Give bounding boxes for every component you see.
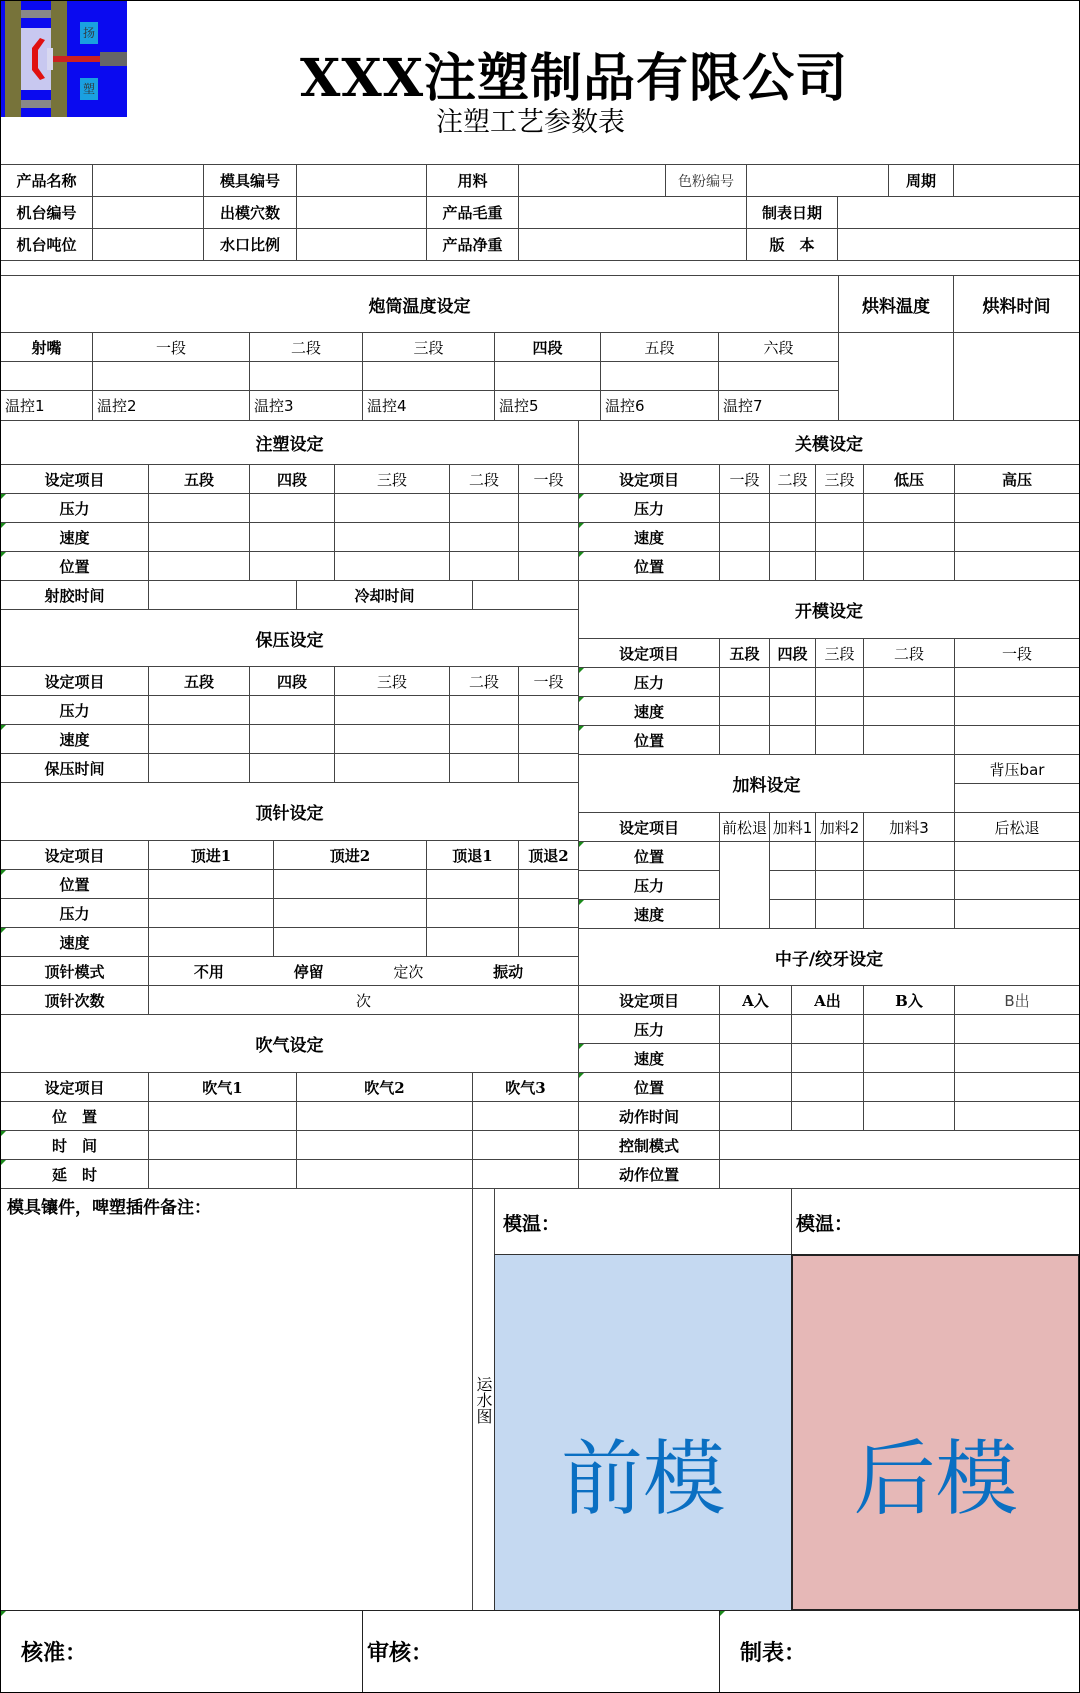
clamp-header-3: 三段	[815, 464, 864, 494]
input-net-weight[interactable]	[518, 228, 747, 261]
label-control-mode: 控制模式	[578, 1130, 720, 1160]
input-inject-time[interactable]	[148, 580, 297, 610]
input-control-mode[interactable]	[719, 1130, 1080, 1160]
open-row-speed: 速度	[578, 696, 720, 726]
input-gross-weight[interactable]	[518, 196, 747, 229]
open-header-4: 四段	[769, 638, 816, 668]
section-title-blow: 吹气设定	[0, 1014, 579, 1073]
label-cavities: 出模穴数	[203, 196, 297, 229]
label-net-weight: 产品净重	[426, 228, 519, 261]
hold-header-5: 五段	[148, 666, 250, 696]
label-cycle: 周期	[888, 164, 954, 197]
input-toner-no[interactable]	[746, 164, 889, 197]
clamp-header-item: 设定项目	[578, 464, 720, 494]
company-title: XXX注塑制品有限公司	[300, 48, 849, 109]
ejector-header-fwd1: 顶进1	[148, 840, 274, 870]
charge-row-speed: 速度	[578, 899, 720, 929]
input-drying-time[interactable]	[953, 332, 1080, 421]
charge-header-1: 加料1	[769, 812, 816, 842]
label-drying-time: 烘料时间	[953, 275, 1080, 333]
blow-row-time: 时 间	[0, 1130, 149, 1160]
injection-header-1: 一段	[518, 464, 579, 494]
input-cool-time[interactable]	[472, 580, 579, 610]
input-machine-no[interactable]	[92, 196, 204, 229]
input-barrel-3[interactable]	[362, 361, 495, 391]
input-barrel-5[interactable]	[600, 361, 719, 391]
clamp-header-1: 一段	[719, 464, 770, 494]
signoff-approve[interactable]: 核准：	[0, 1610, 363, 1693]
company-logo	[0, 0, 127, 117]
open-header-5: 五段	[719, 638, 770, 668]
label-product-name: 产品名称	[0, 164, 93, 197]
input-material[interactable]	[518, 164, 666, 197]
core-row-speed: 速度	[578, 1043, 720, 1073]
label-toner-no: 色粉编号	[665, 164, 747, 197]
clamp-row-position: 位置	[578, 551, 720, 581]
label-drying-temp: 烘料温度	[838, 275, 954, 333]
ejector-row-speed: 速度	[0, 927, 149, 957]
temp-control-1: 温控1	[0, 390, 93, 421]
injection-header-3: 三段	[334, 464, 450, 494]
input-cavities[interactable]	[296, 196, 427, 229]
core-row-action-time: 动作时间	[578, 1101, 720, 1131]
notes-area[interactable]	[0, 1188, 473, 1611]
hold-row-speed: 速度	[0, 724, 149, 754]
ejector-mode-options[interactable]	[148, 956, 579, 986]
hold-grid[interactable]	[148, 695, 579, 783]
barrel-stage-nozzle: 射嘴	[0, 332, 93, 362]
input-back-pressure[interactable]	[954, 783, 1080, 813]
label-runner-ratio: 水口比例	[203, 228, 297, 261]
charge-header-2: 加料2	[815, 812, 864, 842]
input-version[interactable]	[837, 228, 1080, 261]
label-action-position: 动作位置	[578, 1159, 720, 1189]
blow-row-delay: 延 时	[0, 1159, 149, 1189]
clamp-row-pressure: 压力	[578, 493, 720, 523]
label-inject-time: 射胶时间	[0, 580, 149, 610]
water-diagram-label: 运水图	[472, 1188, 495, 1611]
input-barrel-nozzle[interactable]	[0, 361, 93, 391]
injection-header-2: 二段	[449, 464, 519, 494]
section-title-core: 中子/绞牙设定	[578, 928, 1080, 986]
open-header-1: 一段	[954, 638, 1080, 668]
hold-header-item: 设定项目	[0, 666, 149, 696]
input-barrel-1[interactable]	[92, 361, 250, 391]
input-date[interactable]	[837, 196, 1080, 229]
clamp-header-2: 二段	[769, 464, 816, 494]
barrel-stage-2: 二段	[249, 332, 363, 362]
label-tonnage: 机台吨位	[0, 228, 93, 261]
input-drying-temp[interactable]	[838, 332, 954, 421]
blow-header-1: 吹气1	[148, 1072, 297, 1102]
blow-header-item: 设定项目	[0, 1072, 149, 1102]
core-header-a-in: A入	[719, 985, 792, 1015]
clamp-header-low: 低压	[863, 464, 955, 494]
signoff-prepare[interactable]: 制表：	[719, 1610, 1080, 1693]
label-machine-no: 机台编号	[0, 196, 93, 229]
input-tonnage[interactable]	[92, 228, 204, 261]
injection-machine-icon	[0, 0, 127, 117]
input-product-name[interactable]	[92, 164, 204, 197]
barrel-stage-3: 三段	[362, 332, 495, 362]
input-barrel-4[interactable]	[494, 361, 601, 391]
label-back-pressure: 背压bar	[954, 754, 1080, 784]
core-grid[interactable]	[719, 1014, 1080, 1131]
hold-header-1: 一段	[518, 666, 579, 696]
injection-row-position: 位置	[0, 551, 149, 581]
label-ejector-mode: 顶针模式	[0, 956, 149, 986]
ejector-row-position: 位置	[0, 869, 149, 899]
section-title-charge: 加料设定	[578, 754, 955, 813]
barrel-stage-4: 四段	[494, 332, 601, 362]
core-row-position: 位置	[578, 1072, 720, 1102]
ejector-header-fwd2: 顶进2	[273, 840, 427, 870]
input-barrel-2[interactable]	[249, 361, 363, 391]
input-cycle[interactable]	[953, 164, 1080, 197]
ejector-mode-vibrate[interactable]: 振动	[493, 962, 524, 981]
blow-row-position: 位 置	[0, 1101, 149, 1131]
clamp-header-high: 高压	[954, 464, 1080, 494]
input-mold-no[interactable]	[296, 164, 427, 197]
temp-control-3: 温控3	[249, 390, 363, 421]
section-title-ejector: 顶针设定	[0, 782, 579, 841]
blow-grid[interactable]	[148, 1101, 579, 1189]
back-mold-area[interactable]: 后模	[791, 1254, 1080, 1611]
open-header-item: 设定项目	[578, 638, 720, 668]
charge-header-suckback-front: 前松退	[719, 812, 770, 842]
notes-label: 模具镶件，啤塑插件备注：	[7, 1198, 211, 1218]
ejector-mode-none[interactable]: 不用	[193, 962, 224, 981]
open-grid[interactable]	[719, 667, 1080, 755]
blow-header-2: 吹气2	[296, 1072, 473, 1102]
section-title-clamp: 关模设定	[578, 420, 1080, 465]
section-title-hold: 保压设定	[0, 609, 579, 667]
charge-header-3: 加料3	[863, 812, 955, 842]
charge-header-suckback-back: 后松退	[954, 812, 1080, 842]
input-action-position[interactable]	[719, 1159, 1080, 1189]
hold-row-pressure: 压力	[0, 695, 149, 725]
barrel-stage-5: 五段	[600, 332, 719, 362]
charge-header-item: 设定项目	[578, 812, 720, 842]
injection-header-item: 设定项目	[0, 464, 149, 494]
temp-control-7: 温控7	[718, 390, 839, 421]
ejector-count-unit: 次	[355, 991, 371, 1010]
logo-char-2: 塑	[83, 82, 96, 96]
input-suckback-front[interactable]	[719, 841, 770, 929]
charge-row-position: 位置	[578, 841, 720, 871]
injection-grid[interactable]	[148, 493, 579, 581]
front-mold-area[interactable]: 前模	[494, 1254, 792, 1611]
label-back-mold-temp: 模温：	[791, 1188, 1080, 1256]
hold-row-time: 保压时间	[0, 753, 149, 783]
blow-header-3: 吹气3	[472, 1072, 579, 1102]
signoff-review[interactable]: 审核：	[362, 1610, 720, 1693]
label-mold-no: 模具编号	[203, 164, 297, 197]
barrel-stage-6: 六段	[718, 332, 839, 362]
label-cool-time: 冷却时间	[296, 580, 473, 610]
barrel-stage-1: 一段	[92, 332, 250, 362]
temp-control-4: 温控4	[362, 390, 495, 421]
temp-control-6: 温控6	[600, 390, 719, 421]
label-gross-weight: 产品毛重	[426, 196, 519, 229]
open-row-pressure: 压力	[578, 667, 720, 697]
hold-header-2: 二段	[449, 666, 519, 696]
open-header-3: 三段	[815, 638, 864, 668]
logo-char-1: 扬	[83, 26, 96, 40]
core-header-b-out: B出	[954, 985, 1080, 1015]
charge-row-pressure: 压力	[578, 870, 720, 900]
injection-row-pressure: 压力	[0, 493, 149, 523]
label-version: 版 本	[746, 228, 838, 261]
section-title-injection: 注塑设定	[0, 420, 579, 465]
label-date: 制表日期	[746, 196, 838, 229]
label-material: 用料	[426, 164, 519, 197]
core-row-pressure: 压力	[578, 1014, 720, 1044]
section-title-barrel: 炮筒温度设定	[0, 275, 839, 333]
open-header-2: 二段	[863, 638, 955, 668]
label-ejector-count: 顶针次数	[0, 985, 149, 1015]
input-barrel-6[interactable]	[718, 361, 839, 391]
ejector-header-back1: 顶退1	[426, 840, 519, 870]
ejector-header-item: 设定项目	[0, 840, 149, 870]
ejector-mode-count[interactable]: 定次	[393, 962, 424, 981]
ejector-header-back2: 顶退2	[518, 840, 579, 870]
hold-header-3: 三段	[334, 666, 450, 696]
input-ejector-count[interactable]	[148, 985, 579, 1015]
temp-control-5: 温控5	[494, 390, 601, 421]
injection-row-speed: 速度	[0, 522, 149, 552]
injection-header-5: 五段	[148, 464, 250, 494]
clamp-row-speed: 速度	[578, 522, 720, 552]
clamp-grid[interactable]	[719, 493, 1080, 581]
injection-header-4: 四段	[249, 464, 335, 494]
hold-header-4: 四段	[249, 666, 335, 696]
ejector-grid[interactable]	[148, 869, 579, 957]
section-title-open: 开模设定	[578, 580, 1080, 639]
form-subtitle: 注塑工艺参数表	[436, 107, 625, 138]
ejector-row-pressure: 压力	[0, 898, 149, 928]
core-header-item: 设定项目	[578, 985, 720, 1015]
charge-grid[interactable]	[769, 841, 1080, 929]
input-runner-ratio[interactable]	[296, 228, 427, 261]
core-header-b-in: B入	[863, 985, 955, 1015]
core-header-a-out: A出	[791, 985, 864, 1015]
temp-control-2: 温控2	[92, 390, 250, 421]
label-front-mold-temp: 模温：	[494, 1188, 792, 1256]
ejector-mode-dwell[interactable]: 停留	[293, 962, 324, 981]
open-row-position: 位置	[578, 725, 720, 755]
